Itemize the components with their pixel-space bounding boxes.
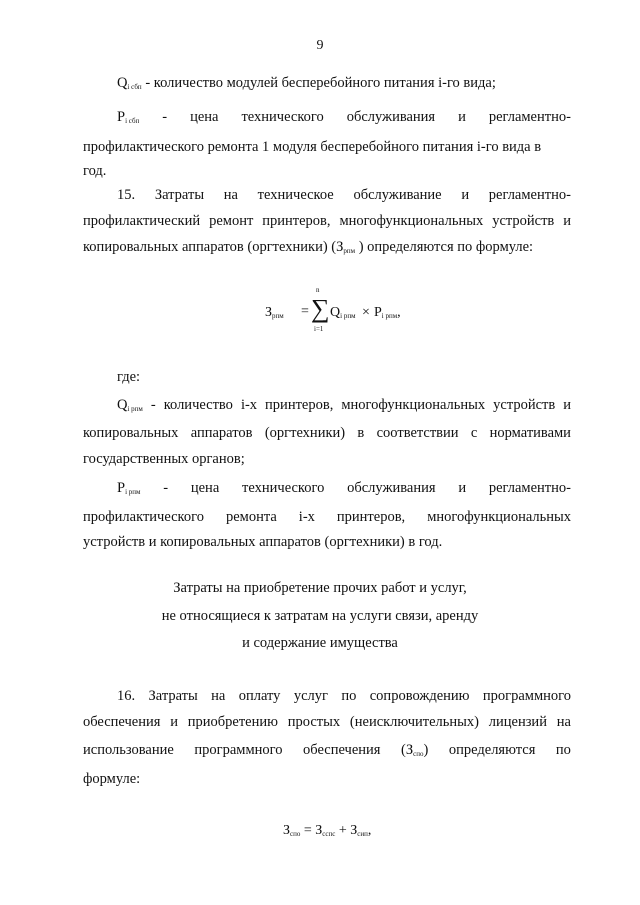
q-rpm-line3: государственных органов; xyxy=(83,451,245,467)
section15-line2: профилактический ремонт принтеров, многофункциональных устройств и xyxy=(83,213,571,229)
p-rpm-line3: устройств и копировальных аппаратов (оргтехники) в год. xyxy=(83,534,443,550)
q-rpm-line1: Qi рпм - количество i-х принтеров, многофункциональных устройств и xyxy=(117,397,571,413)
section15-line1: 15. Затраты на техническое обслуживание и регламентно- xyxy=(117,187,571,203)
p-sbp-line2: профилактического ремонта 1 модуля бесперебойного питания i-го вида в xyxy=(83,139,542,155)
p-sbp-line3: год. xyxy=(83,163,107,179)
q-symbol: Q xyxy=(117,75,128,91)
section16-line4: формуле: xyxy=(83,771,141,787)
page-number: 9 xyxy=(316,38,324,53)
section16-line1: 16. Затраты на оплату услуг по сопровождению программного xyxy=(117,688,571,704)
formula-spo: Зспо = Зсспс + Зсип, xyxy=(283,823,372,838)
section16-line3: использование программного обеспечения (Зспо) определяются по xyxy=(83,742,571,758)
section-heading-line1: Затраты на приобретение прочих работ и услуг, xyxy=(173,580,467,596)
section-heading-line3: и содержание имущества xyxy=(242,635,398,651)
p-rpm-line1: Pi рпм - цена технического обслуживания и регламентно- xyxy=(117,480,571,496)
section16-line2: обеспечения и приобретению простых (неисключительных) лицензий на xyxy=(83,714,571,730)
section-heading-line2: не относящиеся к затратам на услуги связи, аренду xyxy=(161,608,479,624)
p-sbp-line1: Pi сбп - цена технического обслуживания и регламентно- xyxy=(117,109,571,125)
q-rpm-line2: копировальных аппаратов (оргтехники) в соответствии с нормативами xyxy=(83,425,571,441)
where-label: где: xyxy=(117,369,141,385)
sigma-symbol: ∑ xyxy=(311,294,330,323)
p-rpm-line2: профилактического ремонта i-х принтеров, многофункциональных xyxy=(83,509,571,525)
q-sbp-text: - количество модулей бесперебойного питания i-го вида; xyxy=(145,75,496,91)
section15-line3: копировальных аппаратов (оргтехники) (Зрпм ) определяются по формуле: xyxy=(83,239,534,255)
q-sbp-definition: Qi сбп - количество модулей бесперебойного питания i-го вида; xyxy=(117,75,496,91)
